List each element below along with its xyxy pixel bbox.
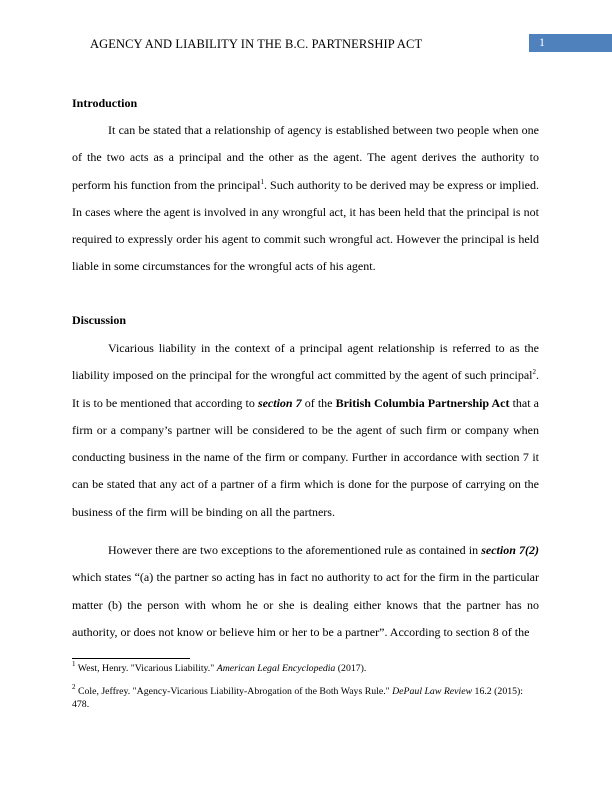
page-number-box <box>529 34 612 52</box>
discussion-paragraph-1: Vicarious liability in the context of a principal agent relationship is referred to as the liability imposed on the principal for the wrongful act committed by the agent of such principal$^2$. It is to be mentioned that according to section 7 of the British Columbia Partnership Act that a firm or a company’s partner will be considered to be the agent of such firm or company when conducting business in the name of the firm or company. Further in accordance with section 7 it can be stated that any act of a partner of a firm which is done for the purpose of carrying on the business of the firm will be binding on all the partners. <box>72 341 539 519</box>
act-name: British Columbia Partnership Act <box>335 395 510 410</box>
introduction-paragraph: It can be stated that a relationship of agency is established between two people when one of the two acts as a principal and the other as the agent. The agent derives the authority to perform his function from the principal$^1$. Such authority to be derived may be express or implied. In cases where the agent is involved in any wrongful act, it has been held that the principal is not required to expressly order his agent to commit such wrongful act. However the principal is held liable in some circumstances for the wrongful acts of his agent. <box>72 123 539 274</box>
footnote-ref-2[interactable]: 2 <box>532 368 536 377</box>
section-7-reference: section 7 <box>257 395 302 410</box>
footnote-2-source: DePaul Law Review <box>392 686 473 697</box>
introduction-heading: Introduction <box>72 96 138 110</box>
footnote-1: $^1$ West, Henry. "Vicarious Liability." American Legal Encyclopedia (2017). <box>72 660 367 674</box>
page-number: 1 <box>539 35 545 49</box>
discussion-paragraph-2: However there are two exceptions to the aforementioned rule as contained in section 7(2) which states “(a) the partner so acting has in fact no authority to act for the firm in the particular matter (b) the person with whom he or she is dealing either knows that the partner has no authority, or does not know or believe him or her to be a partner”. According to section 8 of the <box>72 543 540 639</box>
section-7-2-reference: section 7(2) <box>481 543 540 557</box>
footnote-ref-1[interactable]: 1 <box>260 177 264 186</box>
footnote-separator <box>72 658 190 659</box>
running-header-title: AGENCY AND LIABILITY IN THE B.C. PARTNERSHIP ACT <box>90 37 423 51</box>
footnote-2: $^2$ Cole, Jeffrey. "Agency-Vicarious Liability-Abrogation of the Both Ways Rule." DePaul Law Review 16.2 (2015): 478. <box>72 683 523 710</box>
footnote-1-source: American Legal Encyclopedia <box>216 663 336 674</box>
discussion-heading: Discussion <box>72 313 127 327</box>
